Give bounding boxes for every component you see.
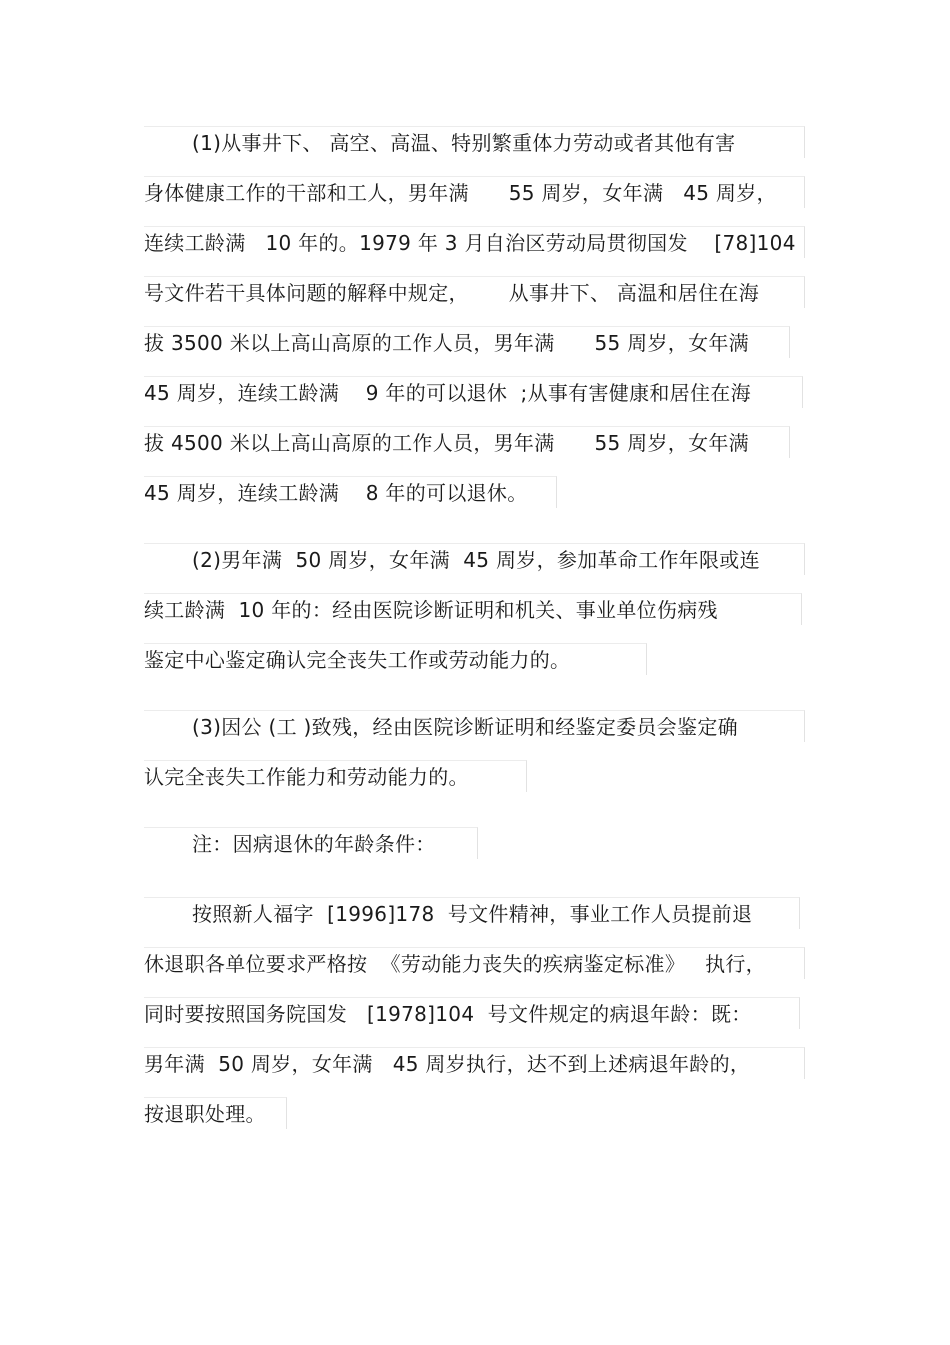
paragraph-3-line-1: (3)因公 (工 )致残，经由医院诊断证明和经鉴定委员会鉴定确: [144, 710, 805, 742]
paragraph-3-line-2: 认完全丧失工作能力和劳动能力的。: [144, 760, 527, 792]
paragraph-1-line-4: 号文件若干具体问题的解释中规定， 从事井下、 高温和居住在海: [144, 276, 805, 308]
note-line: 注：因病退休的年龄条件：: [144, 827, 478, 859]
paragraph-2-line-3: 鉴定中心鉴定确认完全丧失工作或劳动能力的。: [144, 643, 647, 675]
paragraph-2-line-2: 续工龄满 10 年的：经由医院诊断证明和机关、事业单位伤病残: [144, 593, 802, 625]
paragraph-1-line-7: 拔 4500 米以上高山高原的工作人员，男年满 55 周岁，女年满: [144, 426, 790, 458]
paragraph-1-line-3: 连续工龄满 10 年的。1979 年 3 月自治区劳动局贯彻国发 [78]104: [144, 226, 805, 258]
paragraph-1-line-2: 身体健康工作的干部和工人，男年满 55 周岁，女年满 45 周岁，: [144, 176, 805, 208]
paragraph-1-line-1: (1)从事井下、 高空、高温、特别繁重体力劳动或者其他有害: [144, 126, 805, 158]
paragraph-4-line-2: 休退职各单位要求严格按 《劳动能力丧失的疾病鉴定标准》 执行，: [144, 947, 805, 979]
paragraph-1-line-8: 45 周岁，连续工龄满 8 年的可以退休。: [144, 476, 557, 508]
paragraph-4-line-1: 按照新人福字 [1996]178 号文件精神，事业工作人员提前退: [144, 897, 800, 929]
paragraph-4-line-4: 男年满 50 周岁，女年满 45 周岁执行，达不到上述病退年龄的，: [144, 1047, 805, 1079]
paragraph-2-line-1: (2)男年满 50 周岁，女年满 45 周岁，参加革命工作年限或连: [144, 543, 805, 575]
paragraph-1-line-5: 拔 3500 米以上高山高原的工作人员，男年满 55 周岁，女年满: [144, 326, 790, 358]
paragraph-4-line-5: 按退职处理。: [144, 1097, 287, 1129]
paragraph-4-line-3: 同时要按照国务院国发 [1978]104 号文件规定的病退年龄：既：: [144, 997, 800, 1029]
paragraph-1-line-6: 45 周岁，连续工龄满 9 年的可以退休 ;从事有害健康和居住在海: [144, 376, 803, 408]
